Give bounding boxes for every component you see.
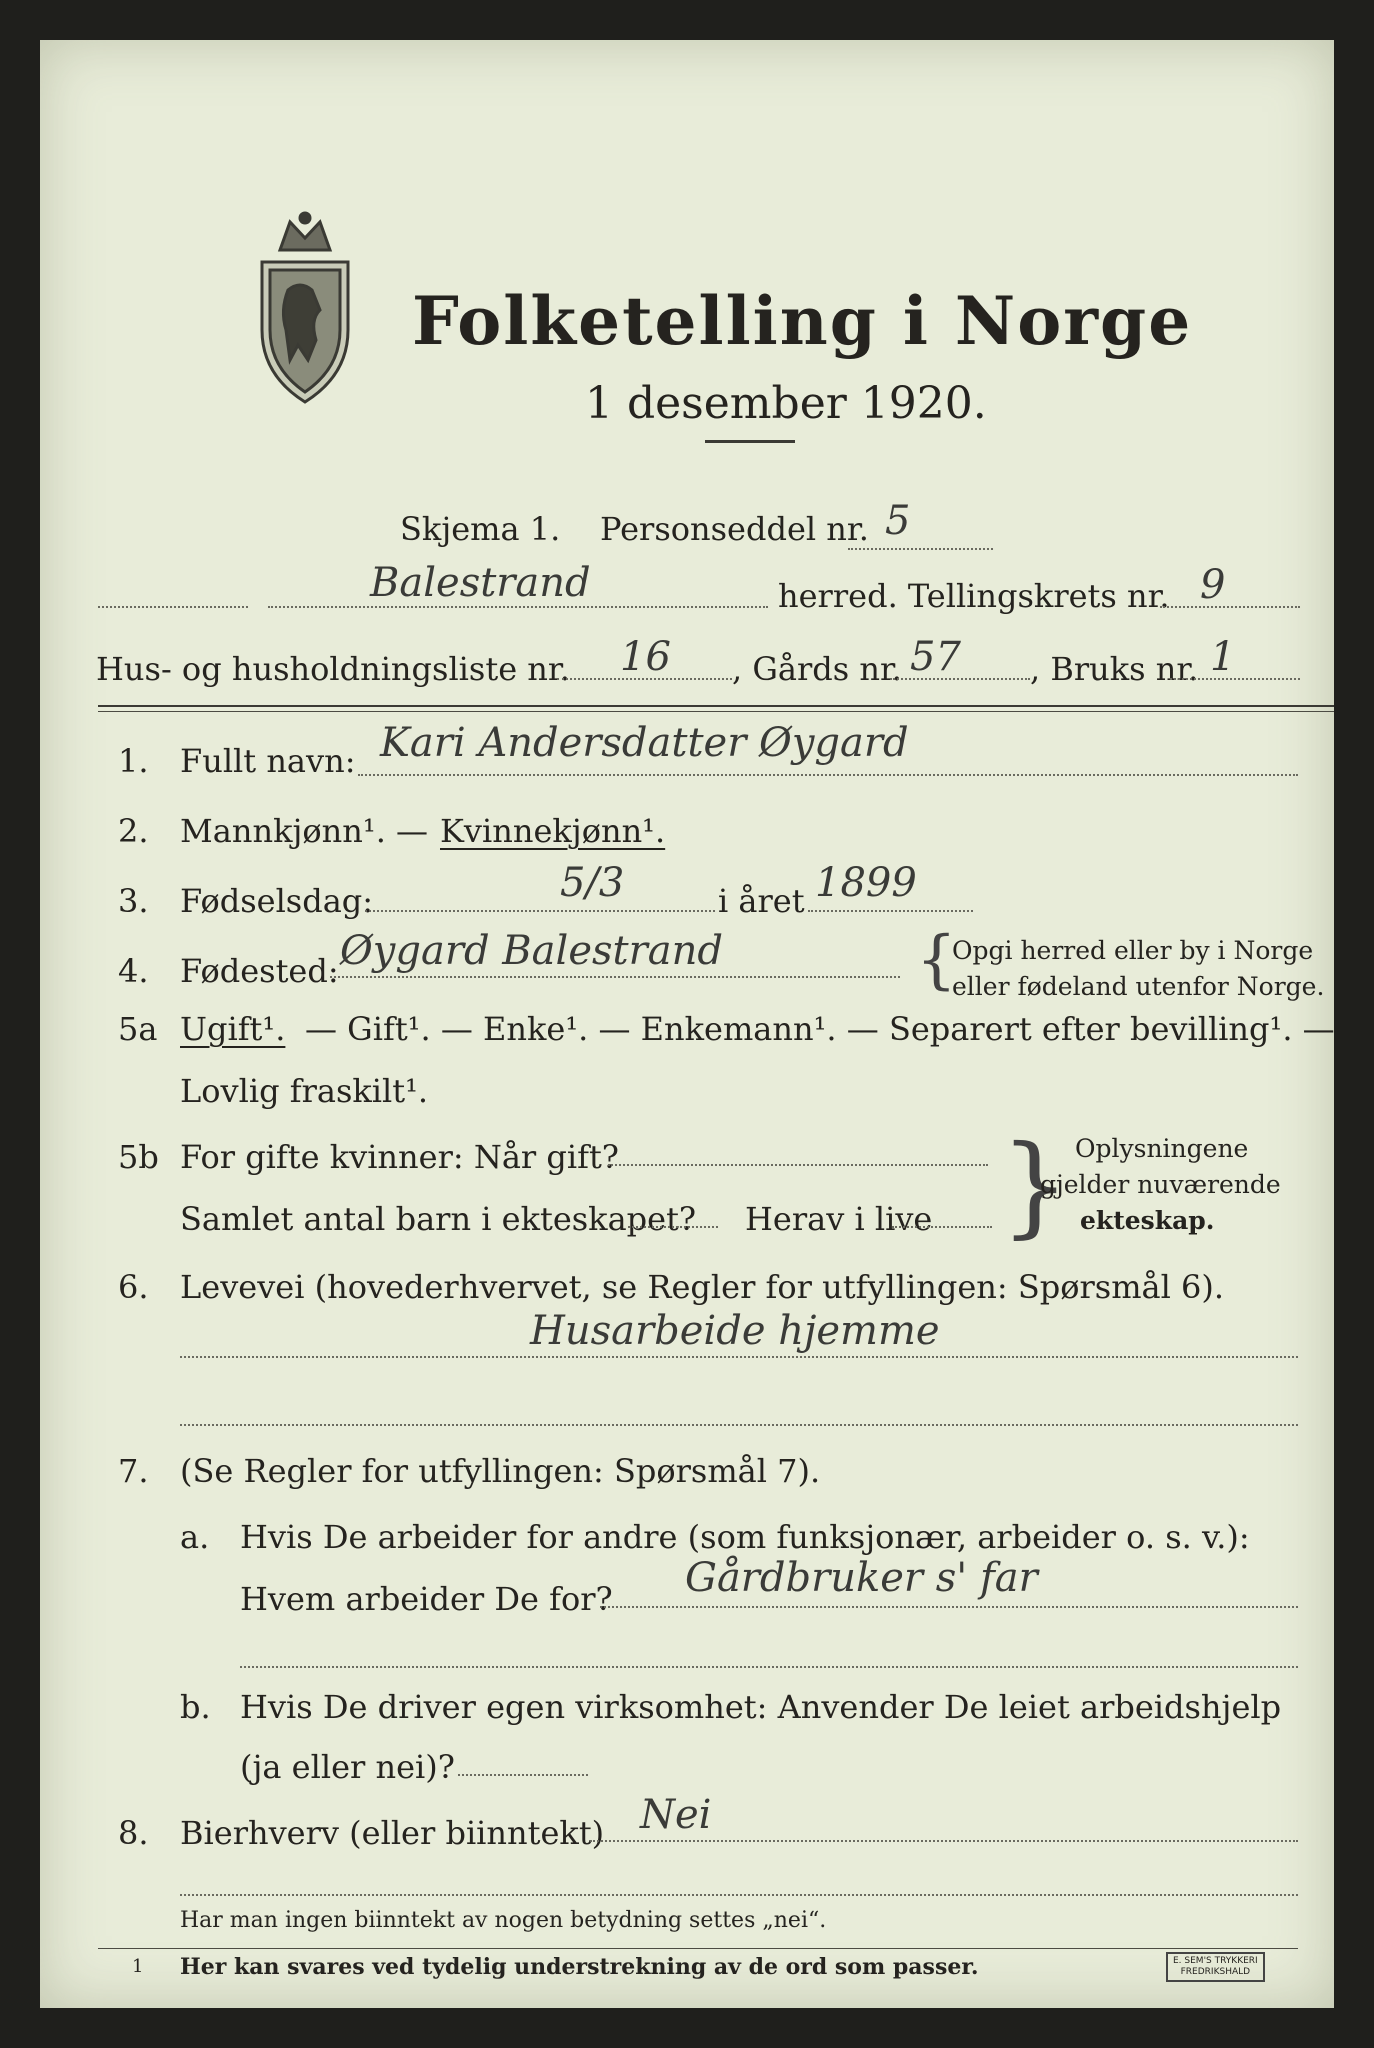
bruks-label: , Bruks nr. (1030, 650, 1199, 688)
yes-no-label: (ja eller nei)? (240, 1748, 455, 1786)
own-business-label: Hvis De driver egen virksomhet: Anvender De leiet arbeidshjelp (240, 1688, 1282, 1726)
female-option[interactable]: Kvinnekjønn¹. (440, 812, 666, 850)
footnote: Her kan svares ved tydelig understrekning av de ord som passer. (180, 1954, 979, 1980)
occupation-value[interactable]: Husarbeide hjemme (530, 1308, 940, 1354)
yes-no-field[interactable] (458, 1774, 588, 1776)
marital-options[interactable]: — Gift¹. — Enke¹. — Enkemann¹. — Separert efter bevilling¹. — (305, 1010, 1335, 1048)
tellingskrets-value[interactable]: 9 (1200, 562, 1226, 608)
personseddel-value[interactable]: 5 (885, 498, 911, 544)
children-label: Samlet antal barn i ekteskapet? (180, 1200, 697, 1238)
census-form: Folketelling i Norge 1 desember 1920. Skjema 1. Personseddel nr. 5 Balestrand herred. Tellingskrets nr. 9 Hus- og husholdningsliste nr. 16 , Gårds nr. 57 , Bruks nr. 1 1. Fullt navn: Kari Andersdatter Øygard 2. Mannkjønn¹. — Kvinnekjønn¹. 3. Fødselsdag: 5/3 i året 1899 4. Fødested: Øygard Balestrand { Opgi herred eller by i Norge eller fødeland utenfor Norge. 5a Ugift¹. — Gift¹. — Enke¹. — Enkemann¹. — Separert efter bevilling¹. — Lovlig fraskilt¹. 5b For gifte kvinner: Når gift? Samlet antal barn i ekteskapet? Herav i live } Oplysningene gjelder nuværende ekteskap. 6. Levevei (hovederhvervet, se Regler for utfyllingen: Spørsmål 6). Husarbeide hjemme 7. (Se Regler for utfyllingen: Spørsmål 7). a. Hvis De arbeider for andre (som funksjonær, arbeider o. s. v.): Hvem arbeider De for? Gårdbruker s' far b. Hvis De driver egen virksomhet: Anvender De leiet arbeidshjelp (ja eller nei)? 8. Bierhverv (eller biinntekt) Nei Har man ingen biinntekt av nogen betydning settes „nei“. 1 Her kan svares ved tydelig understrekning av de ord som passer. E. SEM'S TRYKKERI FREDRIKSHALD (40, 40, 1334, 2008)
married-when-label: For gifte kvinner: Når gift? (180, 1138, 619, 1176)
side-income-value[interactable]: Nei (640, 1792, 712, 1838)
side-income-note: Har man ingen biinntekt av nogen betydning settes „nei“. (180, 1908, 827, 1933)
unmarried-option[interactable]: Ugift¹. (180, 1010, 286, 1048)
male-option[interactable]: Mannkjønn¹. — (180, 812, 429, 850)
personseddel-label: Personseddel nr. (600, 510, 869, 548)
side-income-label: Bierhverv (eller biinntekt) (180, 1814, 605, 1852)
birth-year-label: i året (718, 882, 805, 920)
coat-of-arms-icon (250, 210, 360, 410)
birthplace-note: Opgi herred eller by i Norge (952, 936, 1314, 965)
title-divider (705, 440, 795, 443)
hus-label: Hus- og husholdningsliste nr. (96, 650, 570, 688)
employer-value[interactable]: Gårdbruker s' far (685, 1555, 1038, 1601)
schema-label: Skjema 1. (400, 510, 561, 548)
bruks-value[interactable]: 1 (1210, 634, 1236, 680)
birthday-label: Fødselsdag: (180, 882, 374, 920)
gards-value[interactable]: 57 (910, 634, 961, 680)
birthday-value[interactable]: 5/3 (560, 860, 625, 906)
birthplace-label: Fødested: (180, 952, 339, 990)
hus-value[interactable]: 16 (620, 634, 671, 680)
herred-value[interactable]: Balestrand (370, 560, 591, 606)
marriage-note: Oplysningene (1075, 1134, 1249, 1163)
printer-stamp: E. SEM'S TRYKKERI FREDRIKSHALD (1166, 1952, 1265, 1982)
occupation-label: Levevei (hovederhvervet, se Regler for utfyllingen: Spørsmål 6). (180, 1268, 1225, 1306)
birthplace-value[interactable]: Øygard Balestrand (340, 928, 723, 974)
divorced-option[interactable]: Lovlig fraskilt¹. (180, 1072, 429, 1110)
alive-label: Herav i live (745, 1200, 933, 1238)
q7-label: (Se Regler for utfyllingen: Spørsmål 7). (180, 1452, 821, 1490)
herred-label: herred. Tellingskrets nr. (778, 577, 1170, 615)
employer-label: Hvem arbeider De for? (240, 1580, 613, 1618)
birth-year-value[interactable]: 1899 (815, 860, 917, 906)
header-divider (98, 705, 1334, 707)
census-date: 1 desember 1920. (585, 378, 987, 429)
form-title: Folketelling i Norge (412, 282, 1193, 360)
gards-label: , Gårds nr. (732, 650, 902, 688)
full-name-value[interactable]: Kari Andersdatter Øygard (380, 720, 909, 766)
married-when-field[interactable] (608, 1164, 988, 1166)
children-field[interactable] (628, 1226, 718, 1228)
works-for-others-label: Hvis De arbeider for andre (som funksjonær, arbeider o. s. v.): (240, 1518, 1250, 1556)
full-name-label: Fullt navn: (180, 742, 356, 780)
alive-field[interactable] (892, 1226, 992, 1228)
